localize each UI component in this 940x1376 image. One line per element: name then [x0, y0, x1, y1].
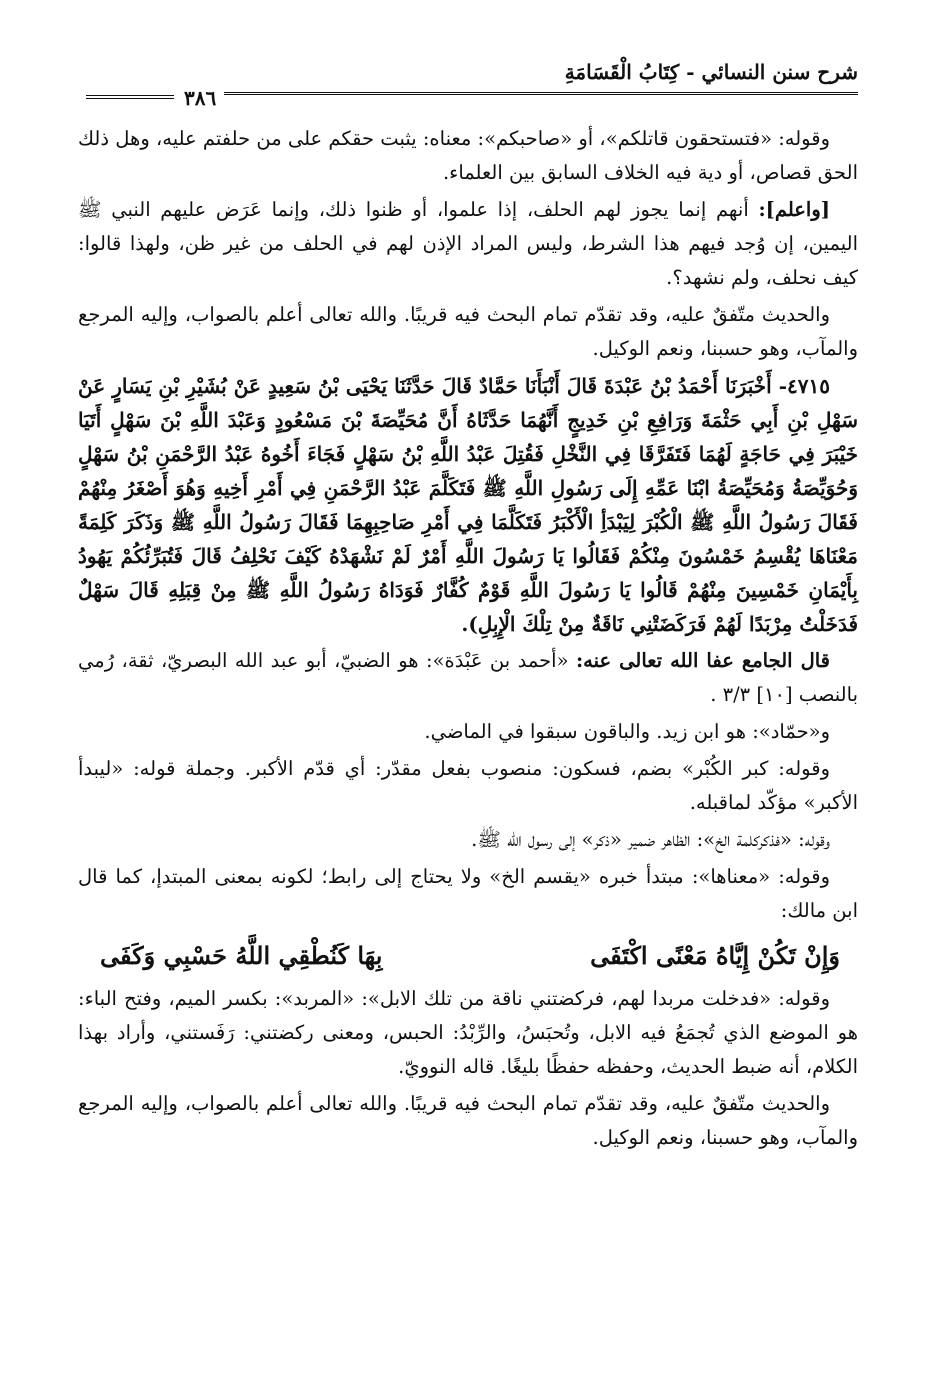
poem-first-hemistich: وَإِنْ تَكُنْ إِيَّاهُ مَعْنًى اكْتَفَى [590, 941, 840, 970]
paragraph-3: والحديث متّفقٌ عليه، وقد تقدّم تمام البحث فيه قريبًا. والله تعالى أعلم بالصواب، وإليه المرجع والمآب، وهو حسبنا، ونعم الوكيل. [78, 303, 858, 360]
page-number: ٣٨٦ [184, 86, 217, 110]
paragraph-8: وقوله: «معناها»: مبتدأ خبره «يقسم الخ» ولا يحتاج إلى رابط؛ لكونه بمعنى المبتدإ، كما قال ابن مالك: [78, 865, 858, 922]
paragraph-7: وقوله: «فذكركلمة الخ»: الظاهر ضمير «ذكر» إلى رسول الله ﷺ. [471, 828, 830, 851]
running-title: شرح سنن النسائي - كِتَابُ الْقَسَامَةِ [564, 60, 858, 84]
paragraph-6: وقوله: كبر الكُبْر» بضم، فسكون: منصوب بفعل مقدّر: أي قدّم الأكبر. وجملة قوله: «ليبدأ الأكبر» مؤكّد لماقبله. [78, 757, 858, 814]
page-number-block [78, 86, 224, 110]
paragraph-5: و«حمّاد»: هو ابن زيد. والباقون سبقوا في الماضي. [424, 720, 830, 743]
paragraph-4-text: «أحمد بن عَبْدَة»: هو الضبيّ، أبو عبد الله البصريّ، ثقة، رُمي بالنصب [١٠] ٣/٣ . [78, 649, 858, 706]
poem-verse [100, 938, 840, 974]
paragraph-4 [78, 644, 858, 712]
paragraph-10: والحديث متّفقٌ عليه، وقد تقدّم تمام البحث فيه قريبًا. والله تعالى أعلم بالصواب، وإليه المرجع والمآب، وهو حسبنا، ونعم الوكيل. [78, 1092, 858, 1149]
hadith-text: ٤٧١٥- أَخْبَرَنَا أَحْمَدُ بْنُ عَبْدَةَ قَالَ أَنْبَأَنَا حَمَّادٌ قَالَ حَدَّثَنَا يَحْيَى بْنُ سَعِيدٍ عَنْ بُشَيْرِ بْنِ يَسَارٍ عَنْ سَهْلِ بْنِ أَبِي حَثْمَةَ وَرَافِعِ بْنِ خَدِيجٍ أَنَّهُمَا حَدَّثَاهُ أَنَّ مُحَيِّصَةَ بْنَ مَسْعُودٍ وَعَبْدَ اللَّهِ بْنَ سَهْلٍ أَتَيَا خَيْبَرَ فِي حَاجَةٍ لَهُمَا فَتَفَرَّقَا فِي النَّخْلِ فَقُتِلَ عَبْدُ اللَّهِ بْنُ سَهْلٍ فَجَاءَ أَخُوهُ عَبْدُ الرَّحْمَنِ بْنُ سَهْلٍ وَحُوَيِّصَةُ وَمُحَيِّصَةُ ابْنَا عَمِّهِ إِلَى رَسُولِ اللَّهِ ﷺ فَتَكَلَّمَ عَبْدُ الرَّحْمَنِ فِي أَمْرِ أَخِيهِ وَهُوَ أَصْغَرُ مِنْهُمْ فَقَالَ رَسُولُ اللَّهِ ﷺ الْكُبْرَ لِيَبْدَأِ الْأَكْبَرُ فَتَكَلَّمَا فِي أَمْرِ صَاحِبِهِمَا فَقَالَ رَسُولُ اللَّهِ ﷺ وَذَكَرَ كَلِمَةً مَعْنَاهَا يُقْسِمُ خَمْسُونَ مِنْكُمْ فَقَالُوا يَا رَسُولَ اللَّهِ أَمْرٌ لَمْ نَشْهَدْهُ كَيْفَ نَحْلِفُ قَالَ فَتُبَرِّئُكُمْ يَهُودُ بِأَيْمَانِ خَمْسِينَ مِنْهُمْ قَالُوا يَا رَسُولَ اللَّهِ قَوْمٌ كُفَّارٌ فَوَدَاهُ رَسُولُ اللَّهِ ﷺ مِنْ قِبَلِهِ قَالَ سَهْلٌ فَدَخَلْتُ مِرْبَدًا لَهُمْ فَرَكَضَتْنِي نَاقَةٌ مِنْ تِلْكَ الْإِبِلِ). [78, 374, 858, 636]
page-header [78, 58, 858, 110]
paragraph-4-lead: قال الجامع عفا الله تعالى عنه: [575, 649, 830, 672]
paragraph-2-lead: [واعلم]: [758, 198, 830, 221]
paragraph-9: وقوله: «فدخلت مربدا لهم، فركضتني ناقة من تلك الابل»: «المربد»: بكسر الميم، وفتح الباء: هو الموضع الذي تُجمَعُ فيه الابل، وتُحبَسُ، والرِّبْدُ: الحبس، ومعنى ركضتني: رَفَستني، وأراد بهذا الكلام، أنه ضبط الحديث، وحفظه حفظًا بليغًا. قاله النوويّ. [78, 987, 858, 1078]
poem-second-hemistich: بِهَا كَنُطْقِي اللَّهُ حَسْبِي وَكَفَى [100, 941, 383, 970]
page-content [78, 122, 858, 1155]
paragraph-1: وقوله: «فتستحقون قاتلكم»، أو «صاحبكم»: معناه: يثبت حقكم على من حلفتم عليه، وهل ذلك الحق قصاص، أو دية فيه الخلاف السابق بين العلماء. [78, 127, 858, 184]
paragraph-2 [78, 193, 858, 295]
paragraph-2-text: أنهم إنما يجوز لهم الحلف، إذا علموا، أو ظنوا ذلك، وإنما عَرَض عليهم النبي ﷺ اليمين، إن وُجد فيهم هذا الشرط، وليس المراد الإذن لهم في الحلف من غير ظن، ولهذا قالوا: كيف نحلف، ولم نشهد؟. [78, 198, 858, 289]
page-number-rule [86, 95, 174, 101]
